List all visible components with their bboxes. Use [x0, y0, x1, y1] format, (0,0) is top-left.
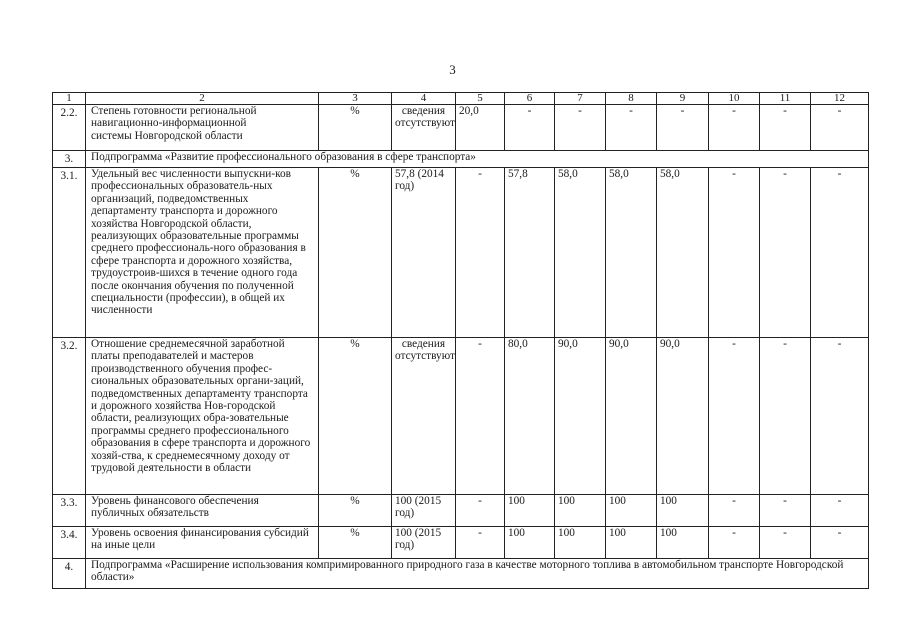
value-cell: 100	[555, 527, 606, 559]
table-row	[53, 495, 869, 527]
value-cell: 20,0	[456, 105, 505, 151]
section-title: Подпрограмма «Расширение использования компримированного природного газа в качестве моторного топлива в автомобильном транспорте Новгородской области»	[86, 559, 869, 589]
value-cell: -	[709, 338, 760, 495]
header-cell: 3	[319, 93, 392, 105]
value-cell: 58,0	[555, 168, 606, 338]
value-cell: -	[709, 527, 760, 559]
section-row	[53, 559, 869, 589]
indicator-name: Удельный вес численности выпускни-ков профессиональных образователь-ных организаций, подведомственных департаменту транспорта и дорожного хозяйства Новгородской области, реализующих образовательные программы среднего профессиональ-ного образования в сфере транспорта и дорожного хозяйства, трудоустроив-шихся в течение одного года после окончания обучения по полученной специальности (профессии), в общей их численности	[86, 168, 319, 338]
row-number: 3.1.	[53, 168, 86, 338]
value-cell: -	[657, 105, 709, 151]
header-cell: 8	[606, 93, 657, 105]
header-cell: 6	[505, 93, 555, 105]
value-cell: -	[456, 527, 505, 559]
indicator-name: Отношение среднемесячной заработной платы преподавателей и мастеров производственного обучения профес-сиональных образовательных органи-заций, подведомственных департаменту транспорта и дорожного хозяйства Нов-городской области, реализующих обра-зовательные программы среднего профессионального образования в сфере транспорта и дорожного хозяй-ства, к среднемесячному доходу от трудовой деятельности в области	[86, 338, 319, 495]
value-cell: 90,0	[657, 338, 709, 495]
base-value-cell: 57,8 (2014 год)	[392, 168, 456, 338]
base-value-cell: сведения отсутствуют	[392, 338, 456, 495]
base-value-cell: 100 (2015 год)	[392, 527, 456, 559]
table-row	[53, 105, 869, 151]
row-number: 3.	[53, 151, 86, 168]
value-cell: 100	[505, 527, 555, 559]
value-cell: -	[760, 105, 811, 151]
base-value-cell: сведения отсутствуют	[392, 105, 456, 151]
header-cell: 9	[657, 93, 709, 105]
header-row	[53, 93, 869, 105]
value-cell: -	[811, 105, 869, 151]
row-number: 3.4.	[53, 527, 86, 559]
base-value-cell: 100 (2015 год)	[392, 495, 456, 527]
header-cell: 5	[456, 93, 505, 105]
header-cell: 10	[709, 93, 760, 105]
row-number: 3.2.	[53, 338, 86, 495]
value-cell: -	[456, 495, 505, 527]
section-title: Подпрограмма «Развитие профессионального образования в сфере транспорта»	[86, 151, 869, 168]
value-cell: -	[606, 105, 657, 151]
value-cell: -	[760, 168, 811, 338]
value-cell: -	[456, 338, 505, 495]
header-cell: 2	[86, 93, 319, 105]
value-cell: 100	[505, 495, 555, 527]
value-cell: -	[709, 105, 760, 151]
unit-cell: %	[319, 168, 392, 338]
value-cell: -	[709, 168, 760, 338]
table-row	[53, 338, 869, 495]
value-cell: -	[760, 527, 811, 559]
value-cell: 58,0	[657, 168, 709, 338]
indicator-name: Степень готовности региональной навигационно-информационной системы Новгородской области	[86, 105, 319, 151]
value-cell: 57,8	[505, 168, 555, 338]
header-cell: 11	[760, 93, 811, 105]
indicator-name: Уровень освоения финансирования субсидий на иные цели	[86, 527, 319, 559]
value-cell: 90,0	[606, 338, 657, 495]
value-cell: 100	[657, 527, 709, 559]
value-cell: -	[456, 168, 505, 338]
page-number: 3	[449, 62, 456, 77]
unit-cell: %	[319, 495, 392, 527]
unit-cell: %	[319, 105, 392, 151]
value-cell: -	[811, 338, 869, 495]
header-cell: 4	[392, 93, 456, 105]
table-row	[53, 168, 869, 338]
value-cell: -	[555, 105, 606, 151]
value-cell: -	[760, 495, 811, 527]
row-number: 2.2.	[53, 105, 86, 151]
row-number: 3.3.	[53, 495, 86, 527]
value-cell: 80,0	[505, 338, 555, 495]
value-cell: 100	[555, 495, 606, 527]
header-cell: 12	[811, 93, 869, 105]
value-cell: 100	[606, 495, 657, 527]
unit-cell: %	[319, 527, 392, 559]
header-cell: 1	[53, 93, 86, 105]
table-row	[53, 527, 869, 559]
value-cell: 100	[657, 495, 709, 527]
value-cell: 90,0	[555, 338, 606, 495]
value-cell: -	[811, 495, 869, 527]
value-cell: 58,0	[606, 168, 657, 338]
indicator-name: Уровень финансового обеспечения публичных обязательств	[86, 495, 319, 527]
unit-cell: %	[319, 338, 392, 495]
value-cell: -	[709, 495, 760, 527]
value-cell: -	[760, 338, 811, 495]
value-cell: -	[811, 527, 869, 559]
value-cell: -	[811, 168, 869, 338]
value-cell: 100	[606, 527, 657, 559]
value-cell: -	[505, 105, 555, 151]
row-number: 4.	[53, 559, 86, 589]
section-row	[53, 151, 869, 168]
header-cell: 7	[555, 93, 606, 105]
indicators-table	[52, 92, 869, 589]
